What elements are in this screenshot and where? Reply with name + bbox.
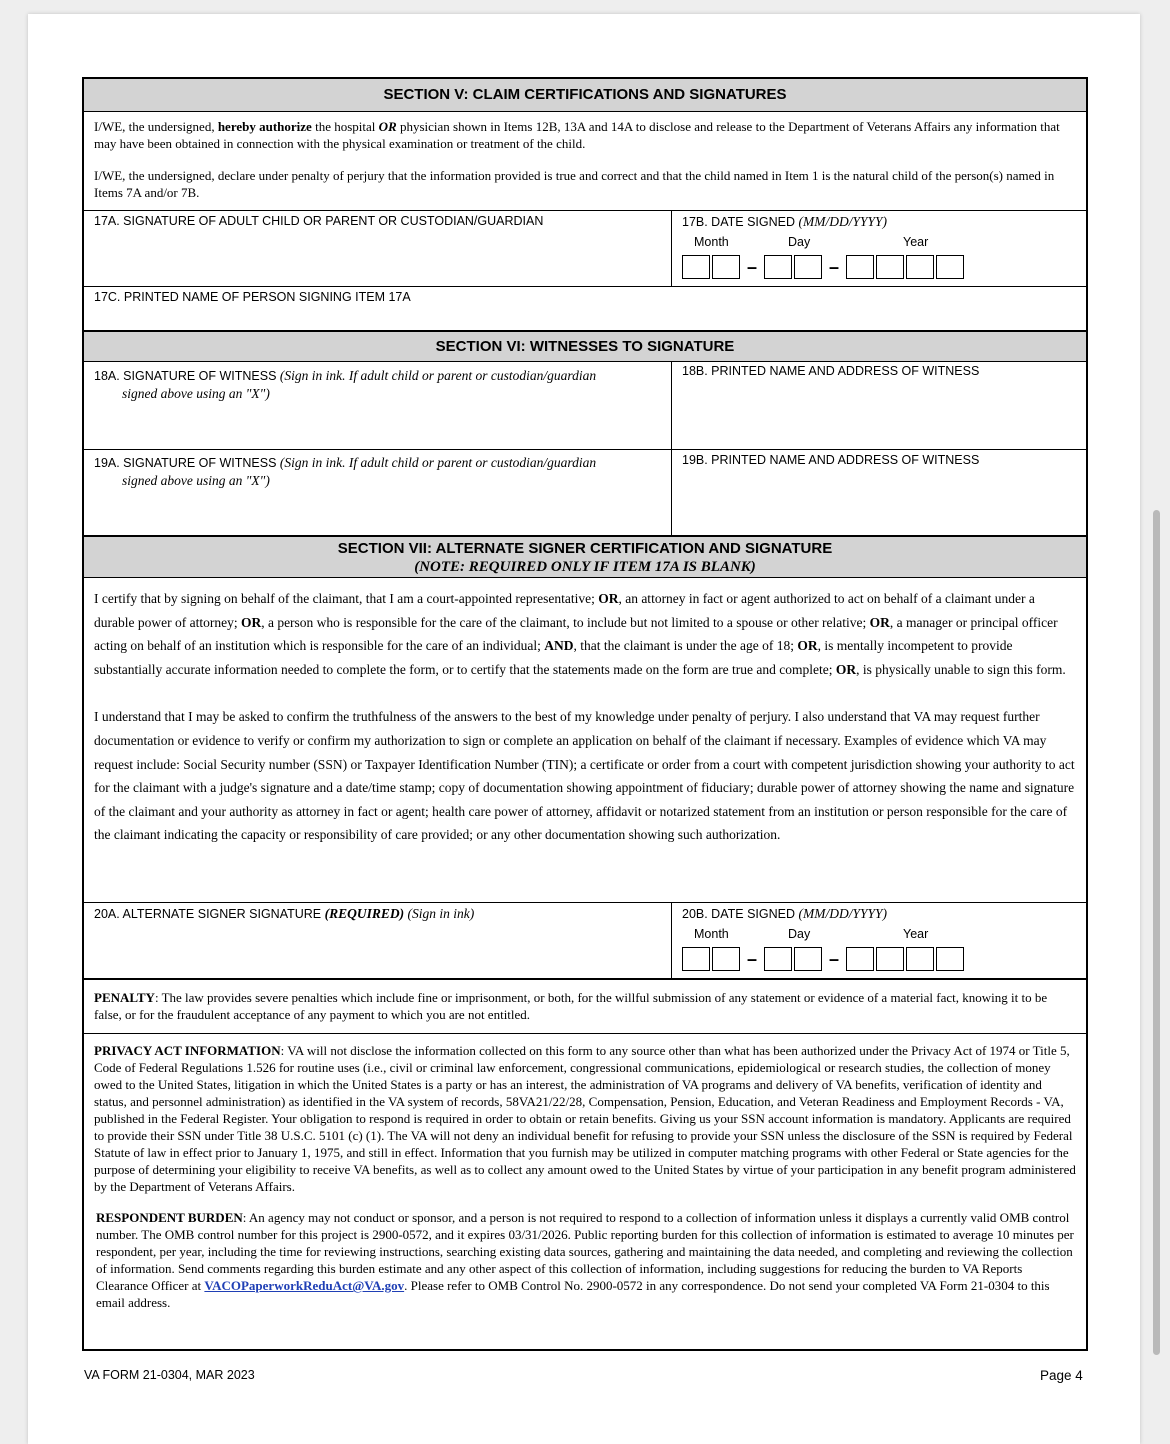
section-6-header: SECTION VI: WITNESSES TO SIGNATURE	[84, 332, 1086, 362]
row-19	[84, 450, 1086, 537]
cert-or: OR	[835, 661, 857, 677]
date-dash: –	[746, 256, 757, 277]
penalty-heading: PENALTY	[94, 990, 155, 1005]
label-20a-required: (REQUIRED)	[324, 906, 405, 921]
year-box-4[interactable]	[936, 947, 964, 971]
auth-text-2: the hospital	[311, 119, 379, 134]
privacy-and-burden	[84, 1034, 1086, 1349]
label-19a-text: 19A. SIGNATURE OF WITNESS	[94, 456, 280, 470]
cert-or: OR	[598, 591, 619, 606]
cert-text-3: , a person who is responsible for the care of the claimant, to include but not limited to a spouse or other relative;	[261, 614, 870, 630]
label-17b-format: (MM/DD/YYYY)	[798, 214, 887, 229]
witness-name-18b[interactable]	[672, 362, 1086, 449]
cert-text-2: , an attorney in fact or agent authorized to act on behalf of a claimant under a durable power of attorney;	[94, 591, 1035, 630]
label-18a-note-2: signed above using an "X")	[122, 386, 270, 401]
form-number: VA FORM 21-0304, MAR 2023	[84, 1368, 255, 1382]
row-17a-17b	[84, 211, 1086, 287]
year-box-3[interactable]	[906, 947, 934, 971]
page-number: Page 4	[1040, 1368, 1083, 1383]
label-20a-text: 20A. ALTERNATE SIGNER SIGNATURE	[94, 907, 325, 921]
auth-text-3: physician shown in Items 12B, 13A and 14A to disclose and release to the Department of Veterans Affairs any information that may have been obtained in connection with the physical examination or treatment of the child.	[94, 119, 1060, 151]
section-7-header	[84, 537, 1086, 578]
witness-signature-18a[interactable]	[84, 362, 672, 449]
label-17b-text: 17B. DATE SIGNED	[682, 215, 799, 229]
privacy-heading: PRIVACY ACT INFORMATION	[94, 1043, 281, 1058]
label-20a-ink: (Sign in ink)	[404, 906, 475, 921]
auth-bold: hereby authorize	[217, 119, 312, 134]
burden-text-2: . Please refer to OMB Control No. 2900-0572 in any correspondence. Do not send your completed VA Form 21-0304 to this email address.	[96, 1278, 1050, 1310]
day-box-2[interactable]	[794, 255, 822, 279]
burden-heading: RESPONDENT BURDEN	[96, 1210, 243, 1225]
declaration-paragraph: I/WE, the undersigned, declare under penalty of perjury that the information provided is true and correct and that the child named in Item 1 is the natural child of the person(s) named in Items 7A and/or 7B.	[84, 146, 1086, 211]
section-7-title: SECTION VII: ALTERNATE SIGNER CERTIFICATION AND SIGNATURE	[337, 540, 833, 557]
printed-name-field-17c[interactable]	[84, 287, 1086, 332]
privacy-act-notice	[94, 1042, 1076, 1195]
burden-text: : An agency may not conduct or sponsor, and a person is not required to respond to a collection of information unless it displays a currently valid OMB control number. The OMB control number for this project is 2900-0572, and it expires 03/31/2026. Public reporting burden for this collection of information is estimated to average 10 minutes per respondent, per year, including the time for reviewing instructions, searching existing data sources, gathering and maintaining the data needed, and completing and reviewing the collection of information. Send comments regarding this burden estimate and any other aspect of this collection of information, including suggestions for reducing the burden to VA Reports Clearance Officer at	[96, 1210, 1074, 1293]
witness-name-19b[interactable]	[672, 450, 1086, 535]
label-20b-format: (MM/DD/YYYY)	[798, 906, 887, 921]
label-18a	[84, 362, 671, 403]
label-18a-note: (Sign in ink. If adult child or parent or custodian/guardian	[279, 368, 597, 383]
signature-field-17a[interactable]	[84, 211, 672, 286]
date-20b-entry	[682, 925, 964, 971]
label-20a	[84, 903, 671, 925]
month-box-2[interactable]	[712, 255, 740, 279]
label-19a-note: (Sign in ink. If adult child or parent or custodian/guardian	[279, 455, 597, 470]
authorization-paragraph	[84, 112, 1086, 151]
cert-or: OR	[869, 614, 890, 630]
cert-text-4: , a manager or principal officer acting on behalf of an institution which is responsible for the care of an individual;	[94, 614, 1058, 654]
year-heading: Year	[903, 235, 929, 249]
penalty-notice	[84, 980, 1086, 1034]
witness-signature-19a[interactable]	[84, 450, 672, 535]
year-box-2[interactable]	[876, 255, 904, 279]
month-heading: Month	[694, 235, 729, 249]
scrollbar[interactable]	[1153, 510, 1160, 1355]
month-box-1[interactable]	[682, 947, 710, 971]
label-18a-text: 18A. SIGNATURE OF WITNESS	[94, 369, 280, 383]
label-19b: 19B. PRINTED NAME AND ADDRESS OF WITNESS	[682, 453, 980, 467]
penalty-text: : The law provides severe penalties which include fine or imprisonment, or both, for the willful submission of any statement or evidence of a material fact, knowing it to be false, or for the fraudulent acceptance of any payment to which you are not entitled.	[94, 990, 1048, 1022]
month-box-2[interactable]	[712, 947, 740, 971]
respondent-burden-notice	[94, 1209, 1076, 1311]
alternate-signature-20a[interactable]	[84, 903, 672, 978]
year-box-2[interactable]	[876, 947, 904, 971]
row-18	[84, 362, 1086, 450]
cert-or: OR	[797, 638, 818, 654]
understanding-paragraph: I understand that I may be asked to confirm the truthfulness of the answers to the best of my knowledge under penalty of perjury. I also understand that VA may request further documentation or evidence to verify or confirm my authorization to sign or complete an application on behalf of the claimant if necessary. Examples of evidence which VA may request include: Social Security number (SSN) or Taxpayer Identification Number (TIN); a certificate or order from a court with competent jurisdiction showing your authority to act for the claimant with a judge's signature and a date/time stamp; copy of documentation showing appointment of fiduciary; durable power of attorney showing the name and signature of the claimant and your authority as attorney in fact or agent; health care power of attorney, affidavit or notarized statement from an institution or person responsible for the care of the claimant indicating the capacity or responsibility of care provided; or any other documentation showing such authorization.	[94, 709, 1075, 843]
day-box-2[interactable]	[794, 947, 822, 971]
row-20	[84, 903, 1086, 980]
label-19a	[84, 450, 671, 490]
year-box-4[interactable]	[936, 255, 964, 279]
day-box-1[interactable]	[764, 947, 792, 971]
year-heading: Year	[903, 927, 929, 941]
date-field-17b	[672, 211, 1086, 286]
day-heading: Day	[788, 927, 811, 941]
auth-text-1: I/WE, the undersigned,	[94, 119, 218, 134]
cert-text-7: , is physically unable to sign this form.	[856, 661, 1066, 677]
certification-paragraph	[84, 587, 1086, 681]
alternate-signer-text	[84, 578, 1086, 903]
date-17b-entry	[682, 233, 964, 279]
label-18b: 18B. PRINTED NAME AND ADDRESS OF WITNESS	[682, 364, 980, 378]
label-20b	[672, 903, 1086, 925]
date-dash: –	[828, 948, 839, 969]
year-box-1[interactable]	[846, 255, 874, 279]
cert-text-6: , is mentally incompetent to provide substantially accurate information needed to complete the form, or to certify that the statements made on the form are true and complete;	[94, 638, 1013, 677]
day-box-1[interactable]	[764, 255, 792, 279]
label-19a-note-2: signed above using an "X")	[122, 473, 270, 488]
date-dash: –	[746, 948, 757, 969]
auth-or: OR	[378, 119, 397, 134]
cert-text-1: I certify that by signing on behalf of the claimant, that I am a court-appointed representative;	[94, 591, 599, 606]
date-field-20b	[672, 903, 1086, 978]
section-5-header: SECTION V: CLAIM CERTIFICATIONS AND SIGNATURES	[84, 79, 1086, 112]
date-dash: –	[828, 256, 839, 277]
day-heading: Day	[788, 235, 811, 249]
section-7-note: (NOTE: REQUIRED ONLY IF ITEM 17A IS BLANK)	[414, 559, 756, 575]
cert-and: AND	[544, 638, 574, 654]
year-box-3[interactable]	[906, 255, 934, 279]
year-box-1[interactable]	[846, 947, 874, 971]
month-box-1[interactable]	[682, 255, 710, 279]
form-page-4	[82, 77, 1088, 1351]
cert-or: OR	[240, 614, 262, 630]
cert-text-5: , that the claimant is under the age of 18;	[573, 638, 798, 654]
label-17a: 17A. SIGNATURE OF ADULT CHILD OR PARENT OR CUSTODIAN/GUARDIAN	[94, 214, 544, 228]
paperwork-email-link[interactable]: VACOPaperworkReduAct@VA.gov	[204, 1278, 405, 1293]
label-17c: 17C. PRINTED NAME OF PERSON SIGNING ITEM 17A	[94, 290, 411, 304]
label-20b-text: 20B. DATE SIGNED	[682, 907, 799, 921]
privacy-text: : VA will not disclose the information collected on this form to any source other than what has been authorized under the Privacy Act of 1974 or Title 5, Code of Federal Regulations 1.526 for routine uses (i.e., civil or criminal law enforcement, congressional communications, epidemiological or research studies, the collection of money owed to the United States, litigation in which the United States is a party or has an interest, the administration of VA programs and delivery of VA benefits, verification of identity and status, and personnel administration) as identified in the VA system of records, 58VA21/22/28, Compensation, Pension, Education, and Veteran Readiness and Employment Records - VA, published in the Federal Register. Your obligation to respond is required in order to obtain or retain benefits. Giving us your SSN account information is mandatory. Applicants are required to provide their SSN under Title 38 U.S.C. 5101 (c) (1). The VA will not deny an individual benefit for refusing to provide your SSN unless the disclosure of the SSN is required by Federal Statute of law in effect prior to January 1, 1975, and still in effect. Information that you furnish may be utilized in computer matching programs with other Federal or State agencies for the purpose of determining your eligibility to receive VA benefits, as well as to collect any amount owed to the United States by virtue of your participation in any benefit program administered by the Department of Veterans Affairs.	[94, 1043, 1076, 1194]
label-17b	[672, 211, 1086, 233]
month-heading: Month	[694, 927, 729, 941]
